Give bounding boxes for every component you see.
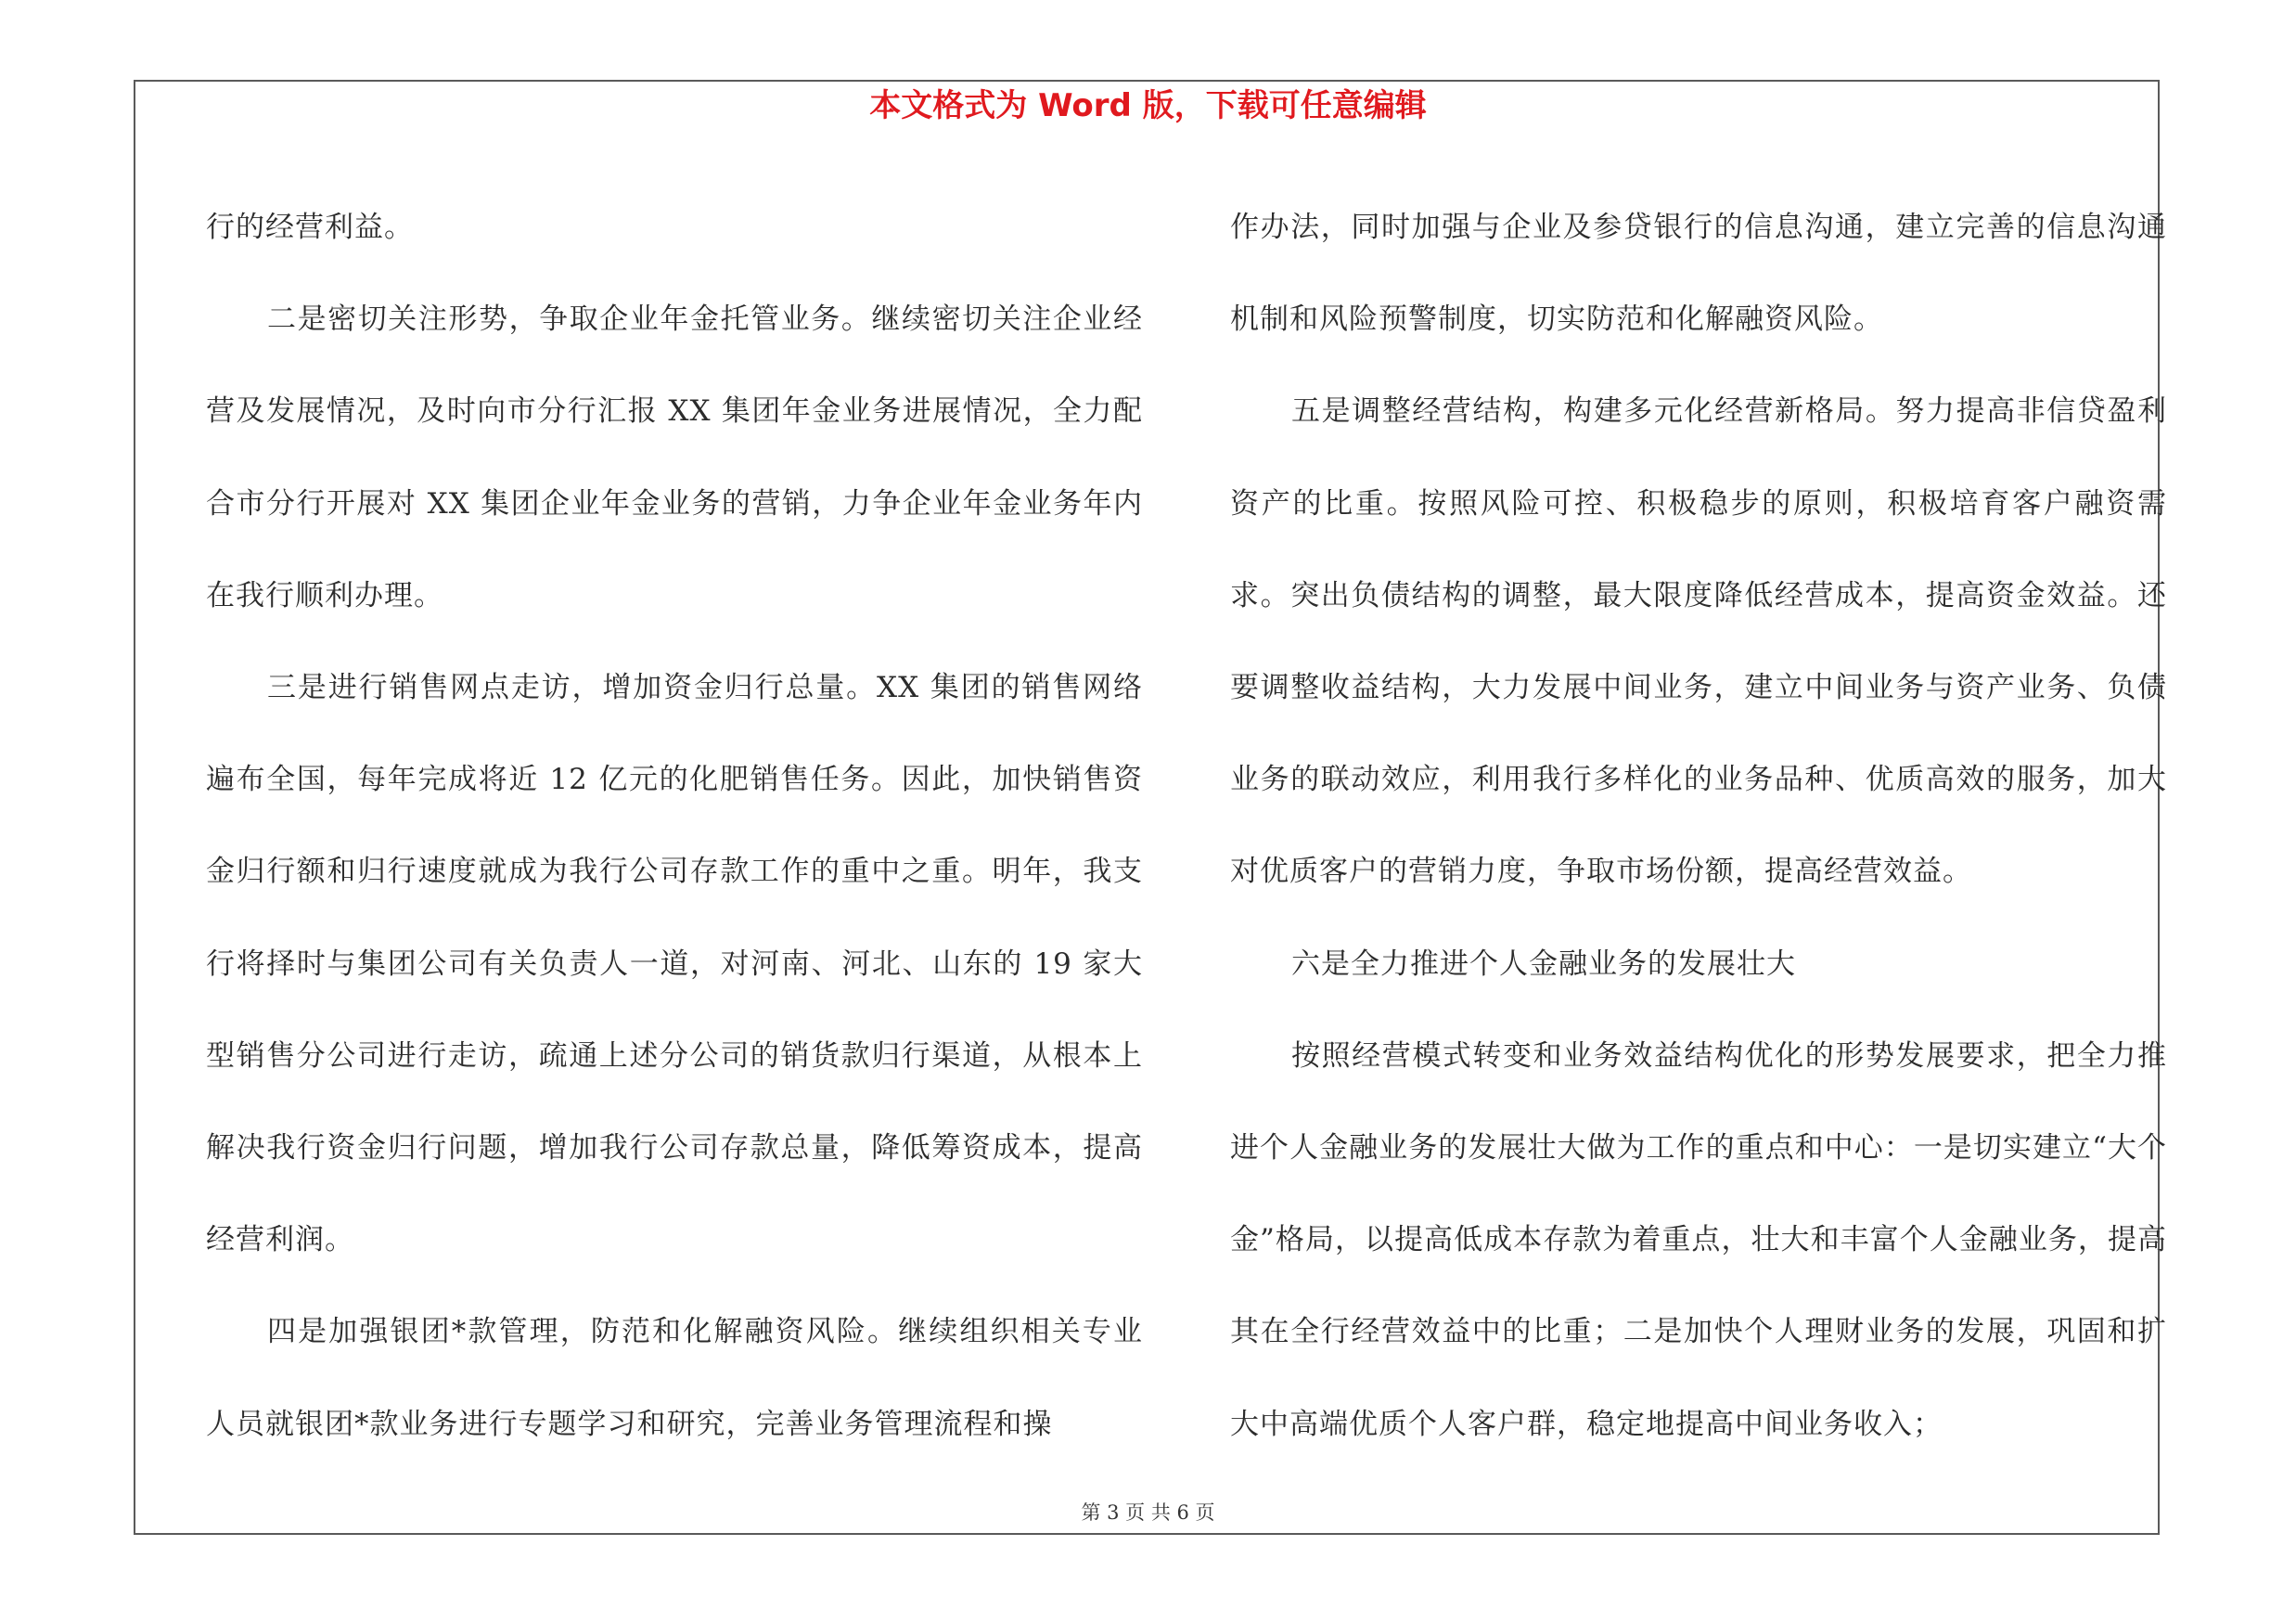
format-notice-banner: 本文格式为 Word 版，下载可任意编辑	[869, 87, 1427, 124]
paragraph: 按照经营模式转变和业务效益结构优化的形势发展要求，把全力推进个人金融业务的发展壮大做为工作的重点和中心：一是切实建立“大个金”格局，以提高低成本存款为着重点，壮大和丰富个人金融业务，提高其在全行经营效益中的比重；二是加快个人理财业务的发展，巩固和扩大中高端优质个人客户群，稳定地提高中间业务收入；	[1230, 1038, 2167, 1441]
paragraph: 二是密切关注形势，争取企业年金托管业务。继续密切关注企业经营及发展情况，及时向市分行汇报 XX 集团年金业务进展情况，全力配合市分行开展对 XX 集团企业年金业务的营销，力争企业年金业务年内在我行顺利办理。	[206, 303, 1143, 612]
left-text-column	[206, 182, 1143, 1471]
right-text-column	[1230, 182, 2167, 1471]
page-number-footer: 第 3 页 共 6 页	[1081, 1501, 1215, 1524]
paragraph: 作办法，同时加强与企业及参贷银行的信息沟通，建立完善的信息沟通机制和风险预警制度，切实防范和化解融资风险。	[1230, 211, 2167, 337]
paragraph: 五是调整经营结构，构建多元化经营新格局。努力提高非信贷盈利资产的比重。按照风险可控、积极稳步的原则，积极培育客户融资需求。突出负债结构的调整，最大限度降低经营成本，提高资金效益。还要调整收益结构，大力发展中间业务，建立中间业务与资产业务、负债业务的联动效应，利用我行多样化的业务品种、优质高效的服务，加大对优质客户的营销力度，争取市场份额，提高经营效益。	[1230, 394, 2167, 889]
paragraph: 四是加强银团*款管理，防范和化解融资风险。继续组织相关专业人员就银团*款业务进行专题学习和研究，完善业务管理流程和操	[206, 1315, 1143, 1441]
paragraph: 六是全力推进个人金融业务的发展壮大	[1291, 947, 1796, 981]
paragraph: 三是进行销售网点走访，增加资金归行总量。XX 集团的销售网络遍布全国，每年完成将近 12 亿元的化肥销售任务。因此，加快销售资金归行额和归行速度就成为我行公司存款工作的重中之重。明年，我支行将择时与集团公司有关负责人一道，对河南、河北、山东的 19 家大型销售分公司进行走访，疏通上述分公司的销货款归行渠道，从根本上解决我行资金归行问题，增加我行公司存款总量，降低筹资成本，提高经营利润。	[206, 671, 1143, 1257]
paragraph: 行的经营利益。	[206, 211, 414, 244]
